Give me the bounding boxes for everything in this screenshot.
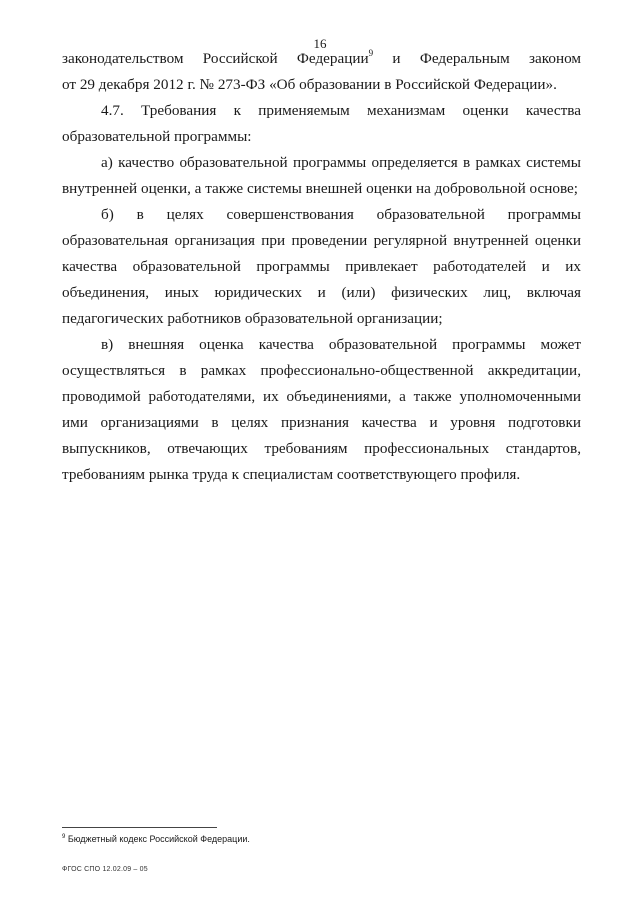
intro-line-1: законодательством Российской Федерации$^9$ и Федеральным законом [62,48,581,67]
intro-line-2: от 29 декабря 2012 г. № 273-ФЗ «Об образовании в Российской Федерации». [62,76,557,93]
item-v-line-5: выпускников, отвечающих требованиям профессиональных стандартов, [62,440,581,457]
item-b-line-5: педагогических работников образовательной организации; [62,310,443,327]
item-v-line-4: ими организациями в целях признания качества и уровня подготовки [62,414,581,431]
item-b-line-1: б) в целях совершенствования образовательной программы [101,206,581,223]
footnote-marker: 9 [62,834,66,840]
item-b-line-3: качества образовательной программы привлекает работодателей и их [62,258,581,275]
document-code: ФГОС СПО 12.02.09 – 05 [62,866,148,873]
item-a-line-2: внутренней оценки, а также системы внешней оценки на добровольной основе; [62,180,578,197]
footnote-text: Бюджетный кодекс Российской Федерации. [65,834,250,844]
section-47-line-1: 4.7. Требования к применяемым механизмам оценки качества [101,102,581,119]
item-v-line-2: осуществляться в рамках профессионально-общественной аккредитации, [62,362,581,379]
item-b-line-4: объединения, иных юридических и (или) физических лиц, включая [62,284,581,301]
item-b-line-2: образовательная организация при проведении регулярной внутренней оценки [62,232,581,249]
item-v-line-6: требованиям рынка труда к специалистам соответствующего профиля. [62,466,521,483]
footnote-separator [62,827,217,828]
page-number: 16 [313,36,327,51]
item-v-line-1: в) внешняя оценка качества образовательной программы может [101,336,581,353]
item-v-line-3: проводимой работодателями, их объединениями, а также уполномоченными [62,388,581,405]
item-a-line-1: а) качество образовательной программы определяется в рамках системы [101,154,581,171]
body-text [62,46,581,488]
footnote [62,834,250,844]
section-47-line-2: образовательной программы: [62,128,252,145]
footnote-ref: 9 [368,48,374,58]
